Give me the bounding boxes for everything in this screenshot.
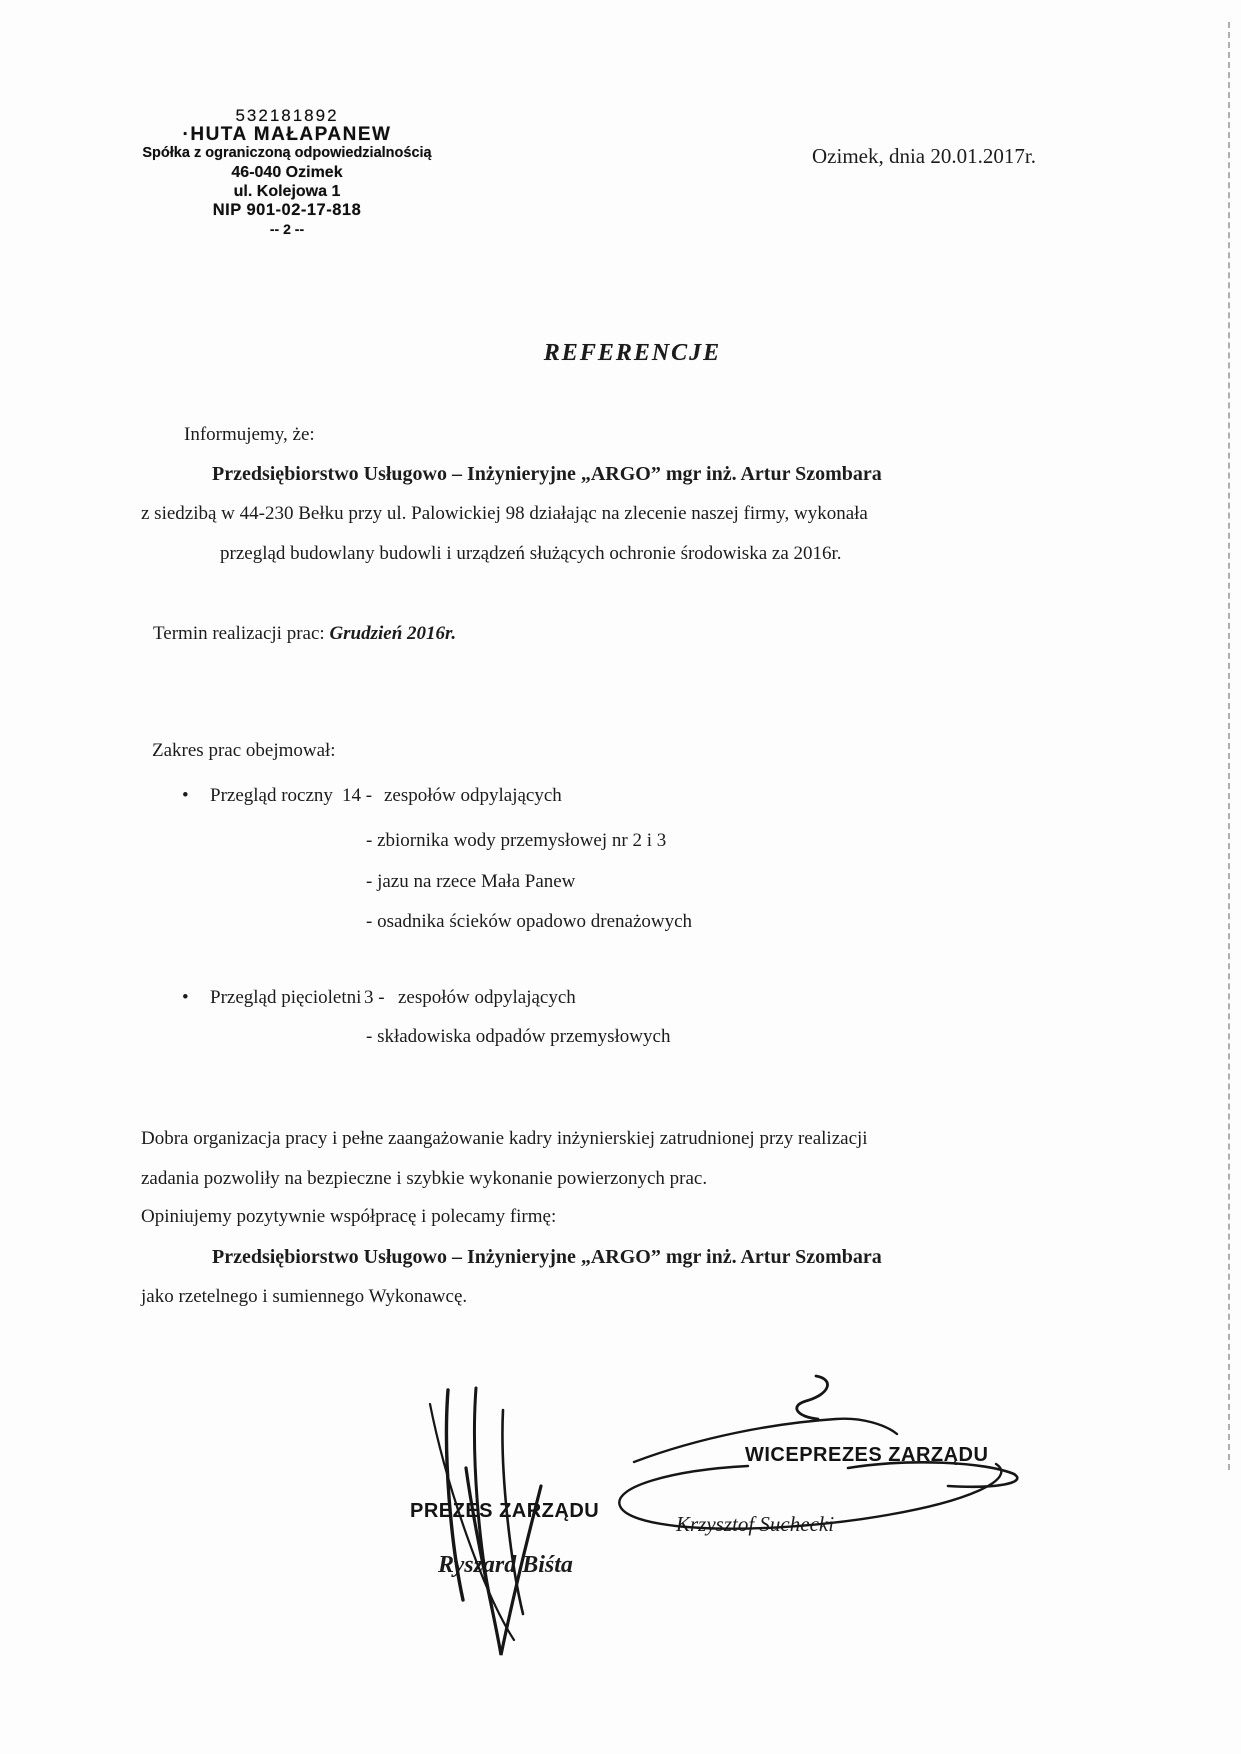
term-value: Grudzień 2016r. [329, 623, 457, 644]
bullet-dot: • [182, 785, 189, 806]
scope-item2-sub: - składowiska odpadów przemysłowych [366, 1026, 671, 1047]
closing-line-1: Dobra organizacja pracy i pełne zaangażowanie kadry inżynierskiej zatrudnionej przy realizacji [141, 1128, 868, 1149]
president-title: PREZES ZARZĄDU [410, 1500, 600, 1522]
scope-item1-sub: - zbiornika wody przemysłowej nr 2 i 3 [366, 830, 667, 851]
scope-item1-label: Przegląd roczny [210, 785, 333, 806]
scope-item2-label: Przegląd pięcioletni [210, 987, 362, 1008]
closing-line-2: zadania pozwoliły na bezpieczne i szybkie wykonanie powierzonych prac. [141, 1168, 708, 1189]
scope-item1-sub: - osadnika ścieków opadowo drenażowych [366, 911, 693, 932]
closing-company-name: Przedsiębiorstwo Usługowo – Inżynieryjne „ARGO” mgr inż. Artur Szombara [212, 1246, 882, 1268]
vice-president-title: WICEPREZES ZARZĄDU [745, 1444, 989, 1466]
dateline: Ozimek, dnia 20.01.2017r. [812, 144, 1036, 168]
stamp-registry-number: 532181892 [235, 106, 339, 125]
scan-edge-artifact [1228, 22, 1230, 1470]
term-label: Termin realizacji prac: [153, 623, 325, 644]
intro-line-2: z siedzibą w 44-230 Bełku przy ul. Palowickiej 98 działając na zlecenie naszej firmy, wykonała [141, 503, 868, 524]
vice-president-name: Krzysztof Suchecki [676, 1512, 835, 1536]
bullet-dot: • [182, 987, 189, 1008]
stamp-postal-city: 46-040 Ozimek [231, 164, 343, 181]
scope-item2-count: 3 - [364, 987, 385, 1008]
scope-item1-sub: - jazu na rzece Mała Panew [366, 871, 576, 892]
company-stamp [98, 106, 476, 239]
scope-heading: Zakres prac obejmował: [152, 740, 336, 761]
scope-item2-first: zespołów odpylających [398, 987, 576, 1008]
stamp-street: ul. Kolejowa 1 [233, 183, 341, 200]
stamp-nip: NIP 901-02-17-818 [212, 201, 362, 219]
stamp-legal-form: Spółka z ograniczoną odpowiedzialnością [142, 145, 432, 161]
scope-item1-count: 14 - [342, 785, 373, 806]
intro-lead: Informujemy, że: [184, 424, 315, 445]
intro-company-name: Przedsiębiorstwo Usługowo – Inżynieryjne „ARGO” mgr inż. Artur Szombara [212, 463, 882, 485]
term-line [153, 623, 456, 645]
closing-line-3: Opiniujemy pozytywnie współpracę i polecamy firmę: [141, 1206, 557, 1227]
stamp-company-name: ·HUTA MAŁAPANEW [182, 124, 392, 145]
stamp-suffix-mark: -- 2 -- [269, 221, 305, 237]
scope-item1-first: zespołów odpylających [384, 785, 562, 806]
intro-line-3: przegląd budowlany budowli i urządzeń służących ochronie środowiska za 2016r. [220, 543, 842, 564]
document-title: REFERENCJE [543, 340, 722, 366]
closing-line-4: jako rzetelnego i sumiennego Wykonawcę. [141, 1286, 468, 1307]
president-name: Ryszard Biśta [438, 1552, 573, 1578]
